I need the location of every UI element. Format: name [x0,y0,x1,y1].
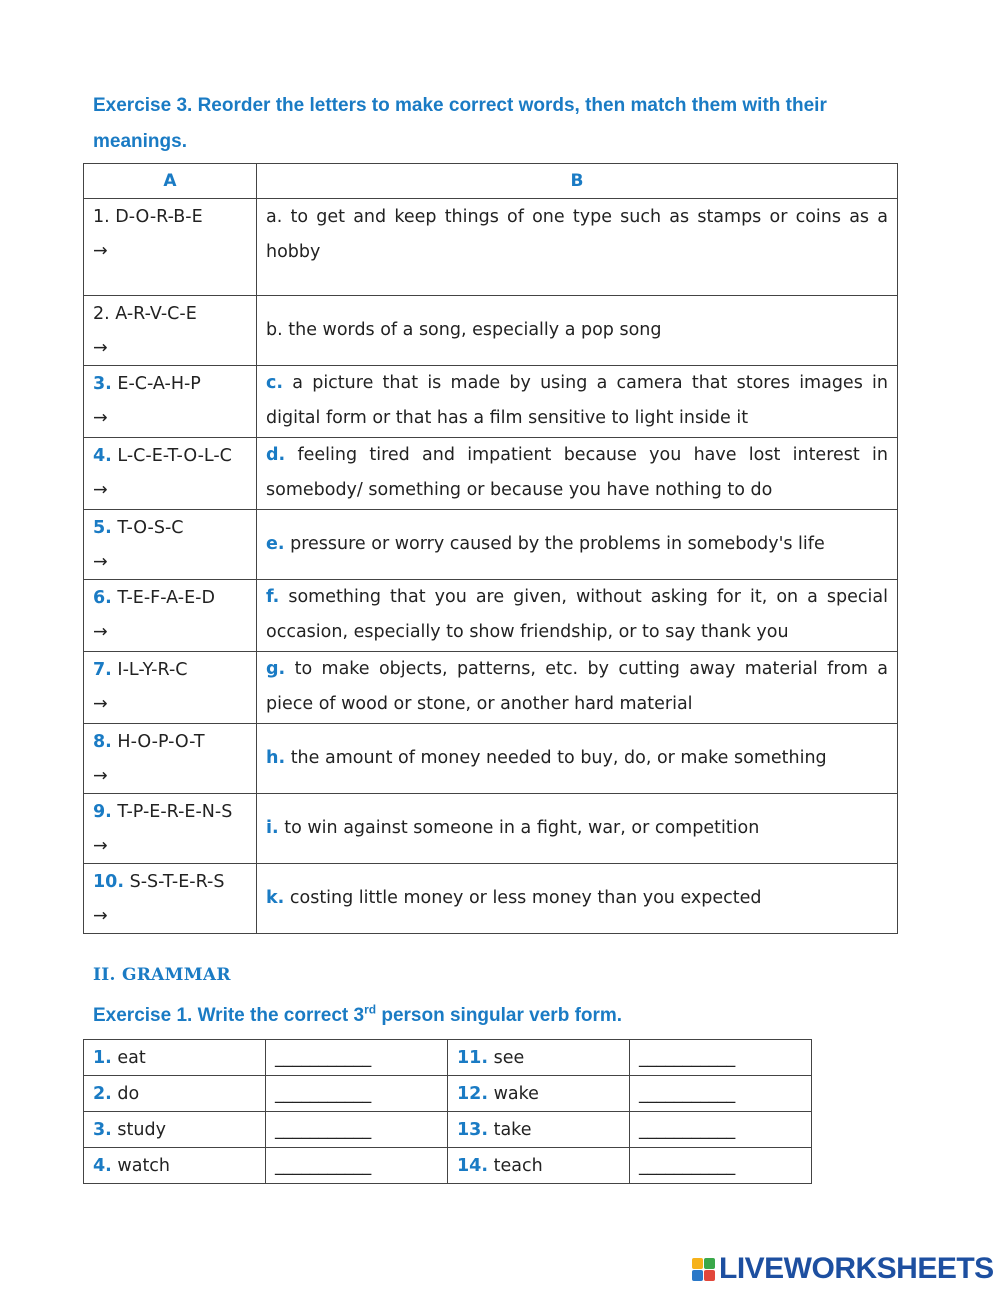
meaning-text: something that you are given, without asking for it, on a special occasion, especially to show friendship, or to say thank you [266,587,888,642]
logo-text: LIVEWORKSHEETS [719,1252,994,1285]
meaning-letter: b. [266,320,283,340]
item-number: 7. [93,660,112,680]
exercise-3-title: Exercise 3. Reorder the letters to make correct words, then match them with their meanings. [93,95,827,152]
meaning-text: feeling tired and impatient because you have lost interest in somebody/ something or because you have nothing to do [266,445,888,500]
scrambled-word: T-P-E-R-E-N-S [117,802,233,822]
answer-line: ___________ [639,1083,736,1104]
table-row [84,1148,812,1184]
answer-blank[interactable] [266,1076,448,1112]
verb-word: do [117,1083,140,1104]
meaning-cell [257,794,898,864]
scrambled-word: H-O-P-O-T [117,732,205,752]
item-number: 9. [93,802,112,822]
meaning-text: a picture that is made by using a camera that stores images in digital form or that has a film sensitive to light inside it [266,373,888,428]
meaning-text: the amount of money needed to buy, do, or make something [290,748,827,768]
scrambled-word-cell [84,510,257,580]
table-row [84,1112,812,1148]
verb-number: 2. [93,1083,112,1104]
table-row [84,199,898,296]
section-title-grammar: II. GRAMMAR [93,965,231,985]
table-row [84,652,898,724]
answer-blank[interactable] [630,1040,812,1076]
table-row [84,794,898,864]
exercise-1-title [93,1000,622,1032]
column-a-header: A [84,164,257,199]
meaning-cell [257,199,898,296]
item-number: 1. [93,207,110,227]
scrambled-word-cell [84,366,257,438]
logo-square-icon [692,1270,703,1281]
verb-number: 3. [93,1119,112,1140]
arrow-icon: → [93,836,108,856]
meaning-cell [257,864,898,934]
meaning-letter: e. [266,534,285,554]
arrow-icon: → [93,241,108,261]
arrow-icon: → [93,766,108,786]
answer-line: ___________ [275,1047,372,1068]
table-row [84,580,898,652]
table-row [84,510,898,580]
answer-blank[interactable] [630,1112,812,1148]
verb-word: see [493,1047,525,1068]
scrambled-word-cell [84,580,257,652]
verb-cell [448,1040,630,1076]
verb-number: 12. [457,1083,489,1104]
table-row [84,366,898,438]
answer-blank[interactable] [630,1076,812,1112]
exercise-1-title-end: person singular verb form. [376,1005,623,1026]
scrambled-word-cell [84,864,257,934]
verb-cell [448,1076,630,1112]
answer-line: ___________ [275,1083,372,1104]
meaning-letter: f. [266,587,280,607]
logo-square-icon [692,1258,703,1269]
answer-blank[interactable] [266,1040,448,1076]
meaning-text: to make objects, patterns, etc. by cutting away material from a piece of wood or stone, or another hard material [266,659,888,714]
meaning-letter: d. [266,445,286,465]
verb-word: study [117,1119,166,1140]
table-row [84,1040,812,1076]
answer-line: ___________ [639,1047,736,1068]
arrow-icon: → [93,622,108,642]
verb-cell [84,1040,266,1076]
arrow-icon: → [93,552,108,572]
meaning-letter: c. [266,373,284,393]
matching-table [83,163,898,934]
meaning-cell [257,366,898,438]
verb-form-table [83,1039,812,1184]
meaning-cell [257,510,898,580]
arrow-icon: → [93,338,108,358]
scrambled-word-cell [84,794,257,864]
exercise-1-title-superscript: rd [364,1002,377,1017]
meaning-cell [257,724,898,794]
verb-cell [84,1076,266,1112]
scrambled-word-cell [84,724,257,794]
arrow-icon: → [93,408,108,428]
scrambled-word: A-R-V-C-E [115,304,197,324]
meaning-letter: h. [266,748,286,768]
verb-number: 11. [457,1047,489,1068]
meaning-cell [257,580,898,652]
verb-cell [84,1112,266,1148]
scrambled-word-cell [84,199,257,296]
verb-cell [448,1112,630,1148]
item-number: 2. [93,304,110,324]
meaning-text: the words of a song, especially a pop song [288,320,662,340]
verb-cell [84,1148,266,1184]
meaning-letter: k. [266,888,285,908]
answer-blank[interactable] [266,1148,448,1184]
liveworksheets-logo [692,1252,994,1286]
item-number: 6. [93,588,112,608]
verb-word: eat [117,1047,146,1068]
answer-line: ___________ [275,1119,372,1140]
verb-word: watch [117,1155,171,1176]
scrambled-word: S-S-T-E-R-S [129,872,225,892]
meaning-cell [257,296,898,366]
table-row [84,724,898,794]
scrambled-word-cell [84,652,257,724]
verb-number: 1. [93,1047,112,1068]
answer-blank[interactable] [630,1148,812,1184]
answer-blank[interactable] [266,1112,448,1148]
table-row [84,438,898,510]
logo-square-icon [704,1270,715,1281]
meaning-letter: g. [266,659,286,679]
meaning-text: pressure or worry caused by the problems in somebody's life [290,534,825,554]
verb-number: 13. [457,1119,489,1140]
arrow-icon: → [93,906,108,926]
column-b-header: B [257,164,898,199]
meaning-cell [257,438,898,510]
scrambled-word: T-E-F-A-E-D [117,588,215,608]
table-row [84,1076,812,1112]
arrow-icon: → [93,694,108,714]
arrow-icon: → [93,480,108,500]
item-number: 4. [93,446,112,466]
matching-header-row [84,164,898,199]
meaning-text: to get and keep things of one type such as stamps or coins as a hobby [266,207,888,262]
item-number: 3. [93,374,112,394]
scrambled-word: D-O-R-B-E [115,207,203,227]
scrambled-word-cell [84,438,257,510]
meaning-letter: i. [266,818,279,838]
scrambled-word: I-L-Y-R-C [117,660,188,680]
meaning-text: to win against someone in a fight, war, or competition [284,818,760,838]
scrambled-word: T-O-S-C [117,518,184,538]
scrambled-word: E-C-A-H-P [117,374,201,394]
scrambled-word-cell [84,296,257,366]
table-row [84,864,898,934]
table-row [84,296,898,366]
item-number: 10. [93,872,125,892]
logo-mark-icon [692,1258,715,1281]
verb-word: wake [493,1083,539,1104]
answer-line: ___________ [639,1155,736,1176]
verb-word: teach [493,1155,543,1176]
verb-number: 4. [93,1155,112,1176]
item-number: 5. [93,518,112,538]
logo-square-icon [704,1258,715,1269]
verb-number: 14. [457,1155,489,1176]
meaning-letter: a. [266,207,283,227]
item-number: 8. [93,732,112,752]
answer-line: ___________ [639,1119,736,1140]
meaning-cell [257,652,898,724]
scrambled-word: L-C-E-T-O-L-C [117,446,232,466]
verb-word: take [493,1119,532,1140]
meaning-text: costing little money or less money than you expected [289,888,762,908]
verb-cell [448,1148,630,1184]
answer-line: ___________ [275,1155,372,1176]
exercise-1-title-start: Exercise 1. Write the correct 3 [93,1005,365,1026]
